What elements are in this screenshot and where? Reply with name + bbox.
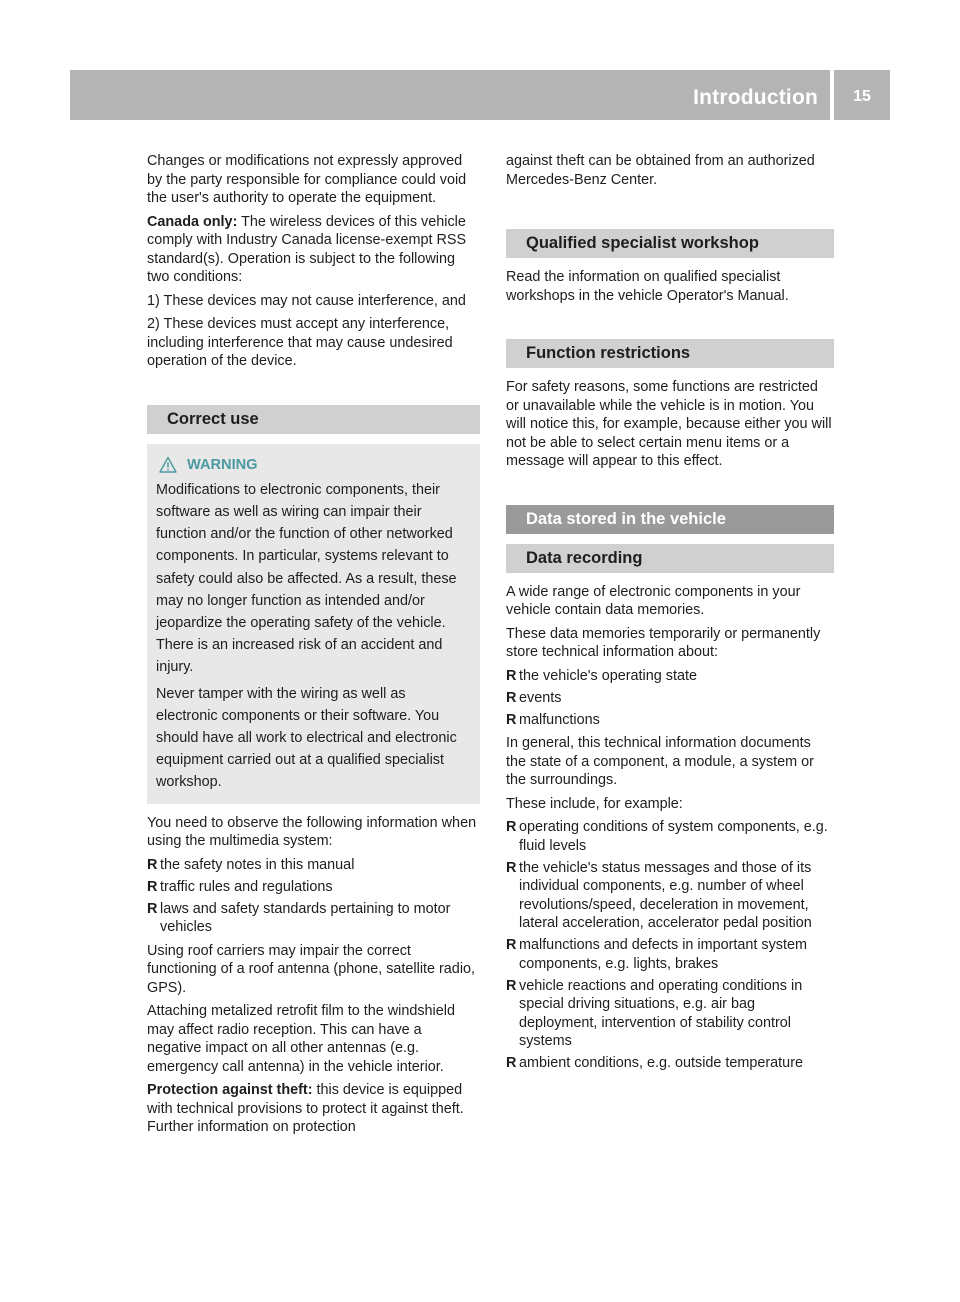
workshop-text: Read the information on qualified specialist workshops in the vehicle Operator's Manual. xyxy=(506,269,789,304)
observe-text: You need to observe the following information when using the multimedia system: xyxy=(147,814,477,850)
theft-label: Protection against theft: xyxy=(147,1082,313,1099)
list-item: R laws and safety standards pertaining to motor vehicles xyxy=(147,900,480,937)
section-heading-data-recording: Data recording xyxy=(506,544,834,573)
list-item: R traffic rules and regulations xyxy=(147,878,480,897)
condition-1: 1) These devices may not cause interference, and xyxy=(147,292,466,309)
function-text: For safety reasons, some functions are restricted or unavailable while the vehicle is in motion. You will notice this, for example, because either you will not be able to select certain menu items or a message will appear to this effect. xyxy=(506,379,832,469)
warning-triangle-icon xyxy=(159,456,177,474)
general-text: In general, this technical information documents the state of a component, a module, a system or the surroundings. xyxy=(506,735,814,788)
warning-header xyxy=(156,454,471,476)
page-number: 15 xyxy=(853,88,871,105)
theft-protection-text xyxy=(147,1081,480,1137)
warning-title: WARNING xyxy=(187,456,258,473)
canada-text: The wireless devices of this vehicle comply with Industry Canada license-exempt RSS standard(s). Operation is subject to the following two conditions: xyxy=(147,213,467,285)
section-heading-function-restrictions: Function restrictions xyxy=(506,339,834,368)
section-heading-correct-use: Correct use xyxy=(147,405,480,434)
list-item: R the vehicle's status messages and those of its individual components, e.g. number of wheel revolutions/speed, deceleration in movement, lateral acceleration, accelerator pedal position xyxy=(506,859,834,933)
data-list xyxy=(506,667,834,730)
theft-text: this device is equipped with technical provisions to protect it against theft. Further information on protection xyxy=(147,1082,464,1136)
left-column xyxy=(147,152,480,1142)
retrofit-film-text: Attaching metalized retrofit film to the windshield may affect radio reception. This can have a negative impact on all other antennas (e.g. emergency call antenna) in the vehicle interior. xyxy=(147,1003,455,1075)
list-item: R vehicle reactions and operating conditions in special driving situations, e.g. air bag deployment, intervention of stability control systems xyxy=(506,977,834,1051)
warning-box xyxy=(147,444,480,804)
section-heading-workshop: Qualified specialist workshop xyxy=(506,229,834,258)
section-heading-data-stored: Data stored in the vehicle xyxy=(506,505,834,534)
list-item: R operating conditions of system components, e.g. fluid levels xyxy=(506,818,834,855)
warning-paragraph-2: Never tamper with the wiring as well as electronic components or their software. You should have all work to electrical and electronic equipment carried out at a qualified specialist workshop. xyxy=(156,685,457,791)
canada-notice xyxy=(147,213,480,287)
observe-list xyxy=(147,856,480,937)
condition-2: 2) These devices must accept any interference, including interference that may cause undesired operation of the device. xyxy=(147,316,453,369)
list-item: R the vehicle's operating state xyxy=(506,667,834,686)
right-column xyxy=(506,152,834,1078)
include-text: These include, for example: xyxy=(506,795,683,812)
roof-carrier-text: Using roof carriers may impair the correct functioning of a roof antenna (phone, satellite radio, GPS). xyxy=(147,942,476,996)
list-item: R the safety notes in this manual xyxy=(147,856,480,875)
list-item: R malfunctions xyxy=(506,711,834,730)
page-title: Introduction xyxy=(693,86,818,109)
theft-continued: against theft can be obtained from an authorized Mercedes-Benz Center. xyxy=(506,153,815,188)
list-item: R ambient conditions, e.g. outside temperature xyxy=(506,1054,834,1073)
data-store-text: These data memories temporarily or permanently store technical information about: xyxy=(506,625,821,660)
list-item: R malfunctions and defects in important system components, e.g. lights, brakes xyxy=(506,936,834,973)
fcc-notice: Changes or modifications not expressly approved by the party responsible for compliance could void the user's authority to operate the equipment. xyxy=(147,153,467,206)
warning-paragraph-1: Modifications to electronic components, their software as well as wiring can impair their function and/or the function of other networked components. In particular, systems relevant to safety could also be affected. As a result, these may no longer function as intended and/or jeopardize the operating safety of the vehicle. There is an increased risk of an accident and injury. xyxy=(156,481,457,676)
example-list xyxy=(506,818,834,1073)
canada-label: Canada only: xyxy=(147,213,238,230)
list-item: R events xyxy=(506,689,834,708)
data-intro: A wide range of electronic components in your vehicle contain data memories. xyxy=(506,583,801,618)
